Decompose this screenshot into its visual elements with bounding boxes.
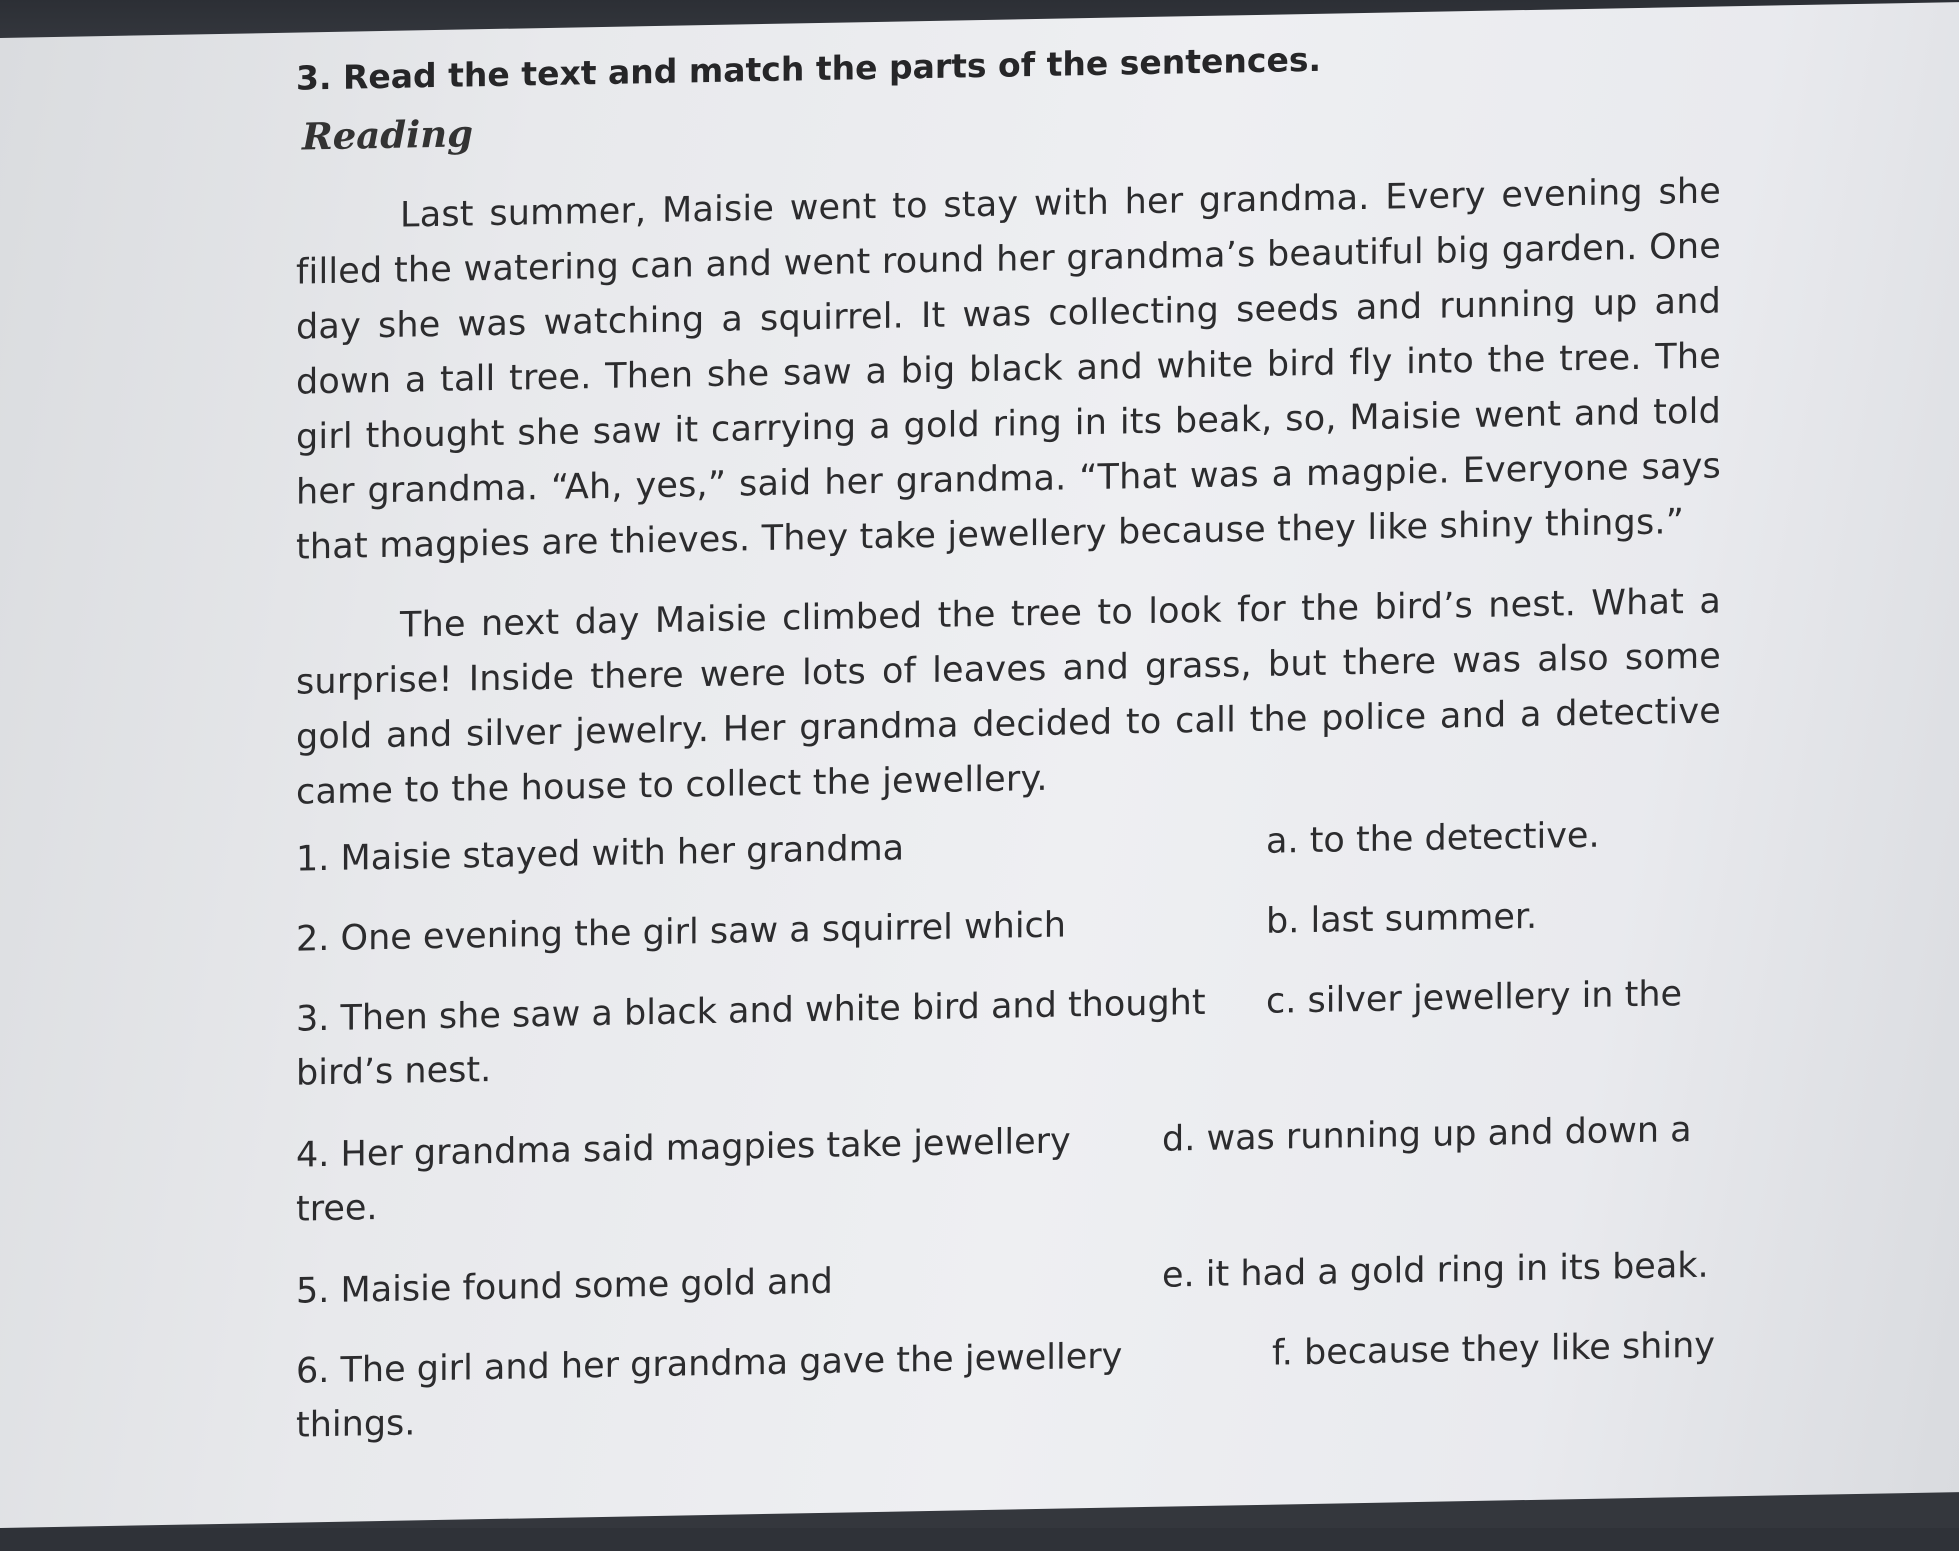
monitor-bezel-bottom <box>0 1528 1959 1551</box>
left-item-4-continuation: tree. <box>296 1188 378 1230</box>
left-item-6-continuation: things. <box>296 1403 416 1446</box>
left-item-5: 5. Maisie found some gold and <box>296 1261 833 1312</box>
exercise-heading: 3. Read the text and match the parts of the sentences. <box>296 39 1321 98</box>
worksheet-content <box>296 30 1721 1492</box>
left-item-1: 1. Maisie stayed with her grandma <box>296 828 905 880</box>
section-subheading: Reading <box>302 111 473 159</box>
right-item-c: c. silver jewellery in the <box>1266 974 1683 1022</box>
left-item-2: 2. One evening the girl saw a squirrel which <box>296 905 1066 960</box>
worksheet-page <box>0 2 1959 1528</box>
left-item-4: 4. Her grandma said magpies take jewellery <box>296 1121 1071 1176</box>
right-item-a: a. to the detective. <box>1266 815 1600 862</box>
reading-paragraph-2: The next day Maisie climbed the tree to look for the bird’s nest. What a surprise! Inside there were lots of leaves and grass, but there was also some gold and silver jewelry. Her grandma decided to call the police and a detective came to the house to collect the jewellery. <box>296 581 1721 813</box>
left-item-3: 3. Then she saw a black and white bird and thought <box>296 982 1206 1040</box>
right-item-d: d. was running up and down a <box>1162 1109 1692 1160</box>
left-item-3-continuation: bird’s nest. <box>296 1049 492 1094</box>
reading-paragraph-1: Last summer, Maisie went to stay with her grandma. Every evening she filled the watering can and went round her grandma’s beautiful big garden. One day she was watching a squirrel. It was collecting seeds and running up and down a tall tree. Then she saw a big black and white bird fly into the tree. The girl thought she saw it carrying a gold ring in its beak, so, Maisie went and told her grandma. “Ah, yes,” said her grandma. “That was a magpie. Everyone says that magpies are thieves. They take jewellery because they like shiny things.” <box>296 171 1721 568</box>
left-item-6: 6. The girl and her grandma gave the jewellery <box>296 1336 1123 1392</box>
right-item-f: f. because they like shiny <box>1272 1325 1715 1374</box>
right-item-e: e. it had a gold ring in its beak. <box>1162 1245 1709 1296</box>
matching-exercise <box>296 806 1721 1492</box>
right-item-b: b. last summer. <box>1266 896 1538 942</box>
